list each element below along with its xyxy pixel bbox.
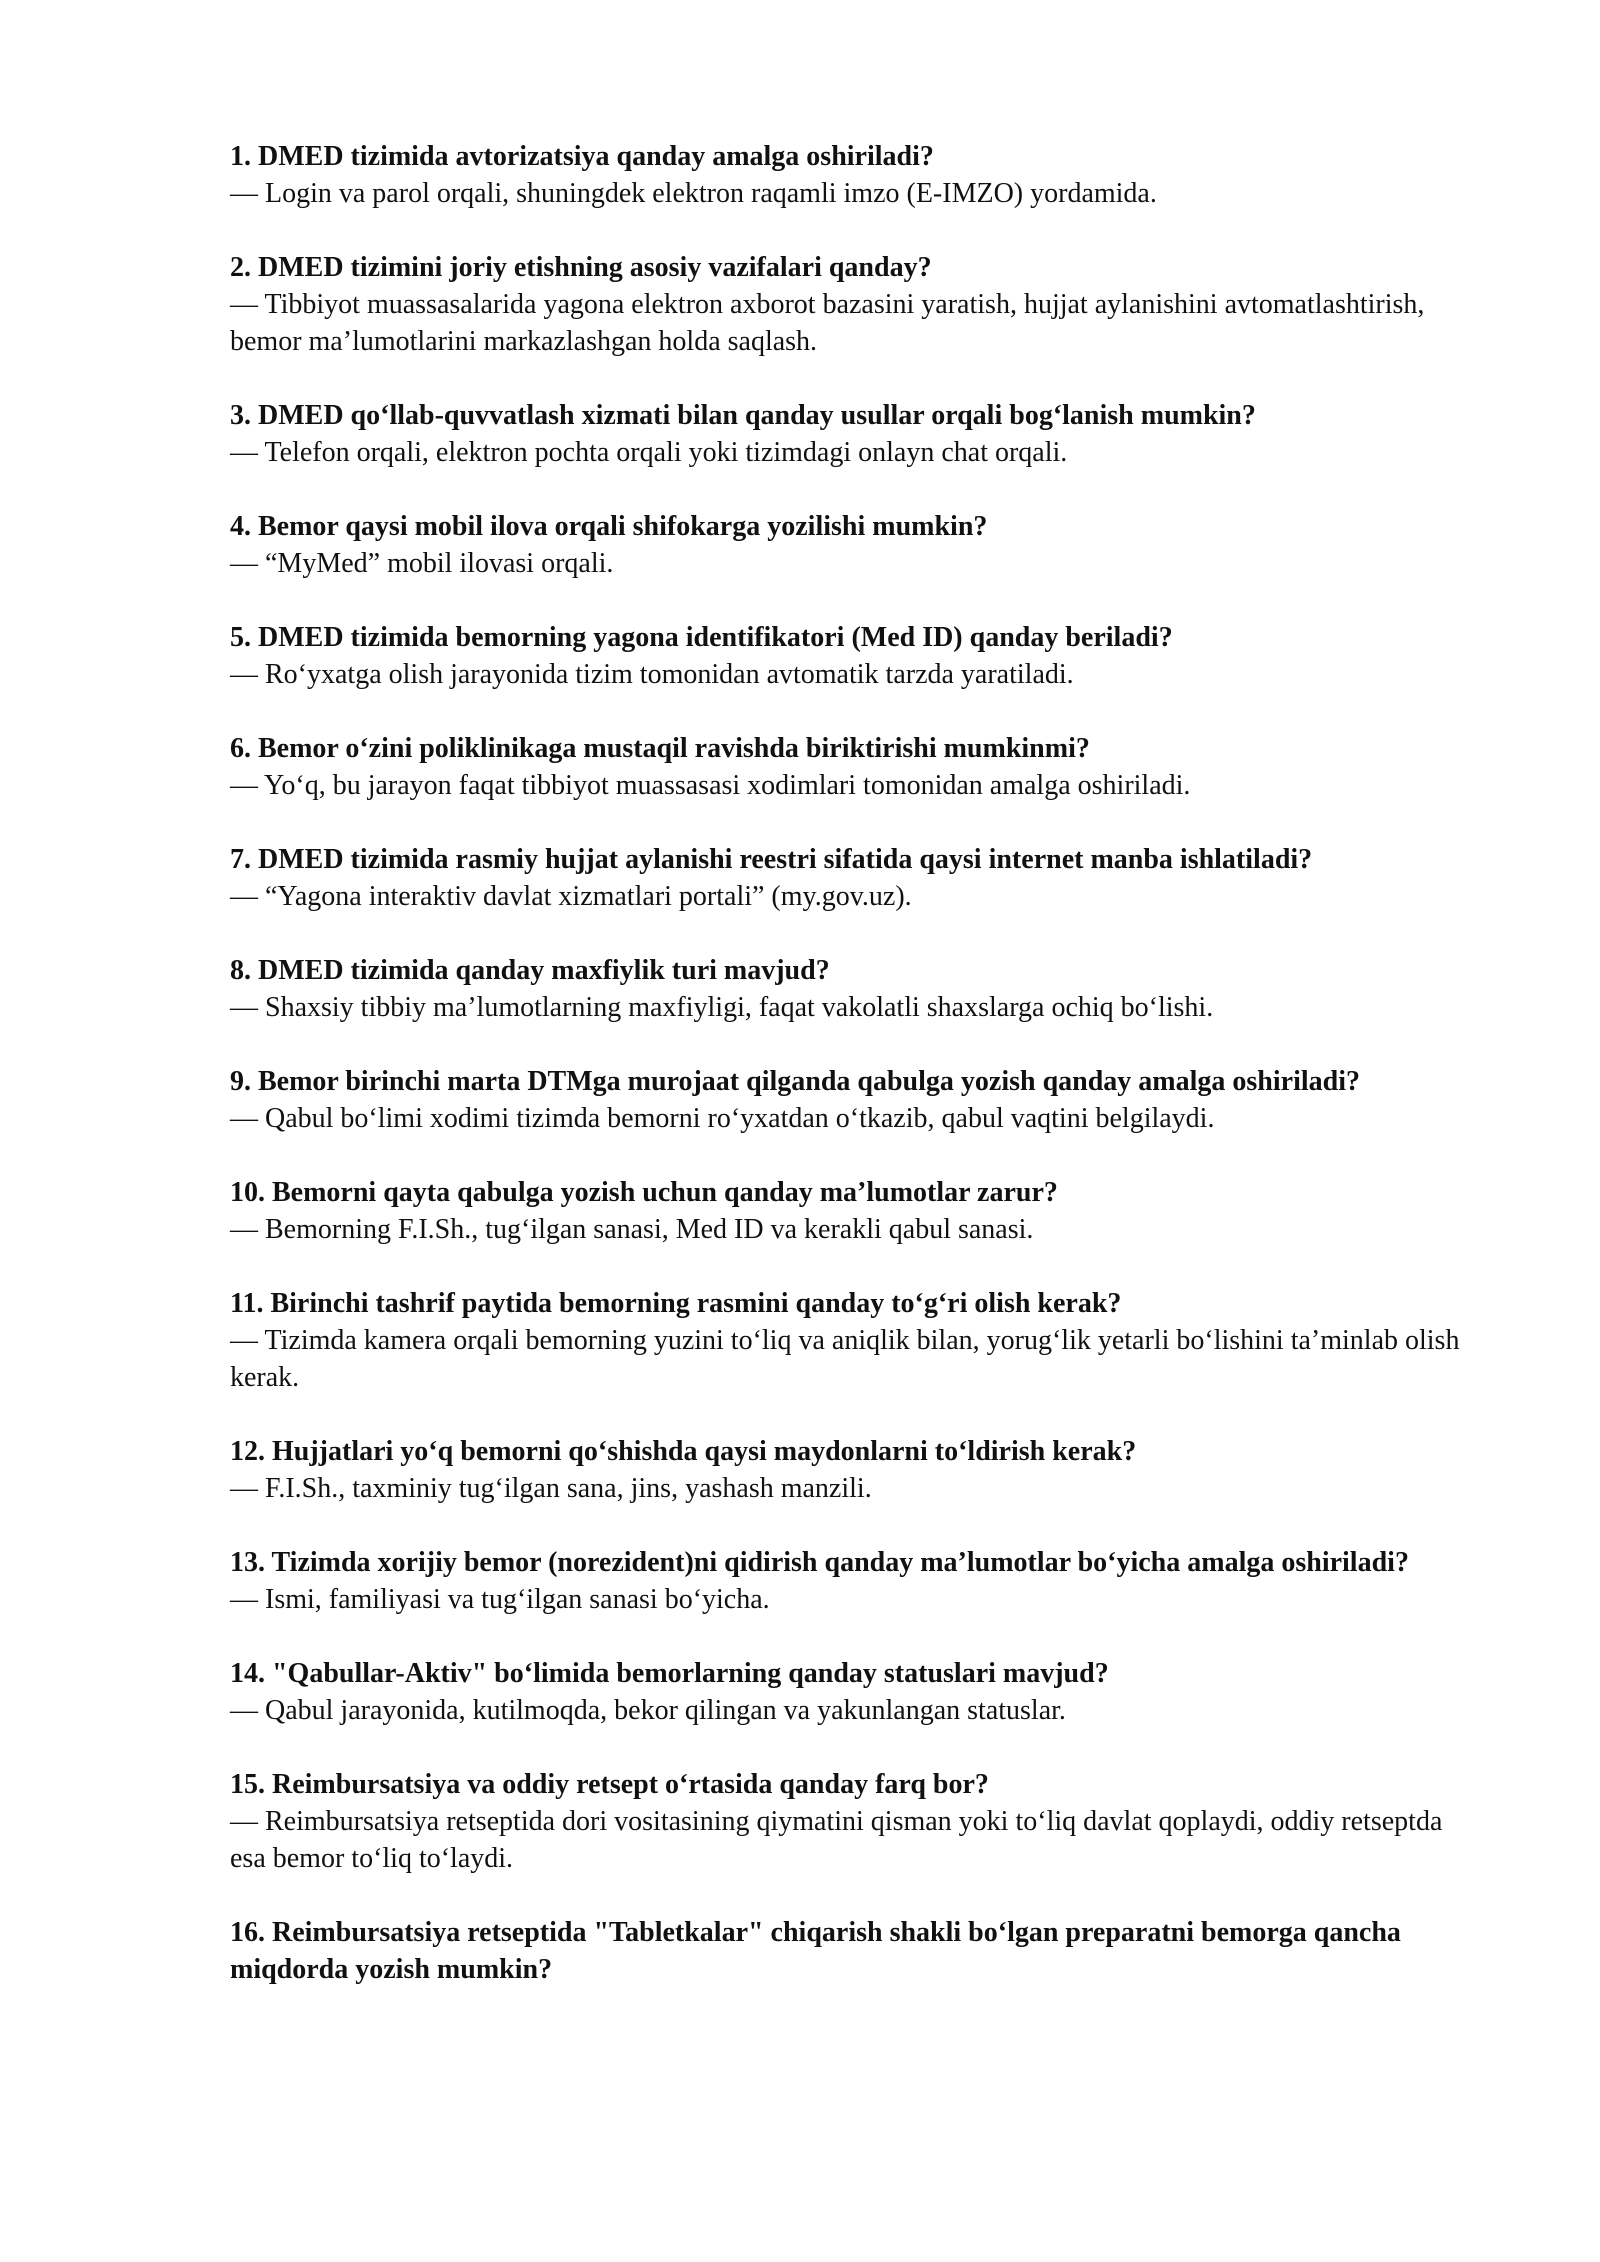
- document-page: [230, 138, 1480, 2025]
- qa-item: [230, 1655, 1480, 1729]
- qa-item: [230, 952, 1480, 1026]
- qa-item: [230, 841, 1480, 915]
- qa-item: [230, 1433, 1480, 1507]
- answer-text: — Ismi, familiyasi va tug‘ilgan sanasi bo‘yicha.: [230, 1584, 770, 1615]
- answer-text: — Yo‘q, bu jarayon faqat tibbiyot muassasasi xodimlari tomonidan amalga oshiriladi.: [230, 770, 1191, 801]
- qa-item: [230, 508, 1480, 582]
- qa-item: [230, 1063, 1480, 1137]
- question-text: 13. Tizimda xorijiy bemor (norezident)ni qidirish qanday ma’lumotlar bo‘yicha amalga oshiriladi?: [230, 1547, 1409, 1578]
- qa-item: [230, 1766, 1480, 1877]
- answer-text: — “Yagona interaktiv davlat xizmatlari portali” (my.gov.uz).: [230, 881, 912, 912]
- answer-text: — Shaxsiy tibbiy ma’lumotlarning maxfiyligi, faqat vakolatli shaxslarga ochiq bo‘lishi.: [230, 992, 1214, 1023]
- question-text: 12. Hujjatlari yo‘q bemorni qo‘shishda qaysi maydonlarni to‘ldirish kerak?: [230, 1436, 1137, 1467]
- question-text: 15. Reimbursatsiya va oddiy retsept o‘rtasida qanday farq bor?: [230, 1769, 989, 1800]
- answer-text: — Qabul bo‘limi xodimi tizimda bemorni ro‘yxatdan o‘tkazib, qabul vaqtini belgilaydi.: [230, 1103, 1215, 1134]
- question-text: 8. DMED tizimida qanday maxfiylik turi mavjud?: [230, 955, 830, 986]
- answer-text: — Telefon orqali, elektron pochta orqali yoki tizimdagi onlayn chat orqali.: [230, 437, 1068, 468]
- question-text: 10. Bemorni qayta qabulga yozish uchun qanday ma’lumotlar zarur?: [230, 1177, 1058, 1208]
- question-text: 5. DMED tizimida bemorning yagona identifikatori (Med ID) qanday beriladi?: [230, 622, 1173, 653]
- qa-item: [230, 730, 1480, 804]
- question-text: 11. Birinchi tashrif paytida bemorning rasmini qanday to‘g‘ri olish kerak?: [230, 1288, 1122, 1319]
- answer-text: — Ro‘yxatga olish jarayonida tizim tomonidan avtomatik tarzda yaratiladi.: [230, 659, 1074, 690]
- question-text: 16. Reimbursatsiya retseptida "Tabletkalar" chiqarish shakli bo‘lgan preparatni bemorga qancha miqdorda yozish mumkin?: [230, 1917, 1401, 1985]
- question-text: 4. Bemor qaysi mobil ilova orqali shifokarga yozilishi mumkin?: [230, 511, 988, 542]
- question-text: 7. DMED tizimida rasmiy hujjat aylanishi reestri sifatida qaysi internet manba ishlatiladi?: [230, 844, 1313, 875]
- question-text: 3. DMED qo‘llab-quvvatlash xizmati bilan qanday usullar orqali bog‘lanish mumkin?: [230, 400, 1256, 431]
- question-text: 6. Bemor o‘zini poliklinikaga mustaqil ravishda biriktirishi mumkinmi?: [230, 733, 1090, 764]
- question-text: 1. DMED tizimida avtorizatsiya qanday amalga oshiriladi?: [230, 141, 934, 172]
- answer-text: — “MyMed” mobil ilovasi orqali.: [230, 548, 614, 579]
- answer-text: — Qabul jarayonida, kutilmoqda, bekor qilingan va yakunlangan statuslar.: [230, 1695, 1066, 1726]
- answer-text: — Reimbursatsiya retseptida dori vositasining qiymatini qisman yoki to‘liq davlat qoplaydi, oddiy retseptda esa bemor to‘liq to‘laydi.: [230, 1806, 1443, 1874]
- question-text: 14. "Qabullar-Aktiv" bo‘limida bemorlarning qanday statuslari mavjud?: [230, 1658, 1109, 1689]
- answer-text: — F.I.Sh., taxminiy tug‘ilgan sana, jins, yashash manzili.: [230, 1473, 872, 1504]
- answer-text: — Bemorning F.I.Sh., tug‘ilgan sanasi, Med ID va kerakli qabul sanasi.: [230, 1214, 1034, 1245]
- answer-text: — Tibbiyot muassasalarida yagona elektron axborot bazasini yaratish, hujjat aylanishini avtomatlashtirish, bemor ma’lumotlarini markazlashgan holda saqlash.: [230, 289, 1425, 357]
- question-text: 9. Bemor birinchi marta DTMga murojaat qilganda qabulga yozish qanday amalga oshiriladi?: [230, 1066, 1360, 1097]
- answer-text: — Login va parol orqali, shuningdek elektron raqamli imzo (E-IMZO) yordamida.: [230, 178, 1157, 209]
- qa-item: [230, 249, 1480, 360]
- answer-text: — Tizimda kamera orqali bemorning yuzini to‘liq va aniqlik bilan, yorug‘lik yetarli bo‘lishini ta’minlab olish kerak.: [230, 1325, 1460, 1393]
- qa-item: [230, 138, 1480, 212]
- qa-item: [230, 1544, 1480, 1618]
- qa-item: [230, 1174, 1480, 1248]
- qa-item: [230, 1914, 1480, 1988]
- qa-item: [230, 1285, 1480, 1396]
- qa-item: [230, 619, 1480, 693]
- qa-item: [230, 397, 1480, 471]
- question-text: 2. DMED tizimini joriy etishning asosiy vazifalari qanday?: [230, 252, 932, 283]
